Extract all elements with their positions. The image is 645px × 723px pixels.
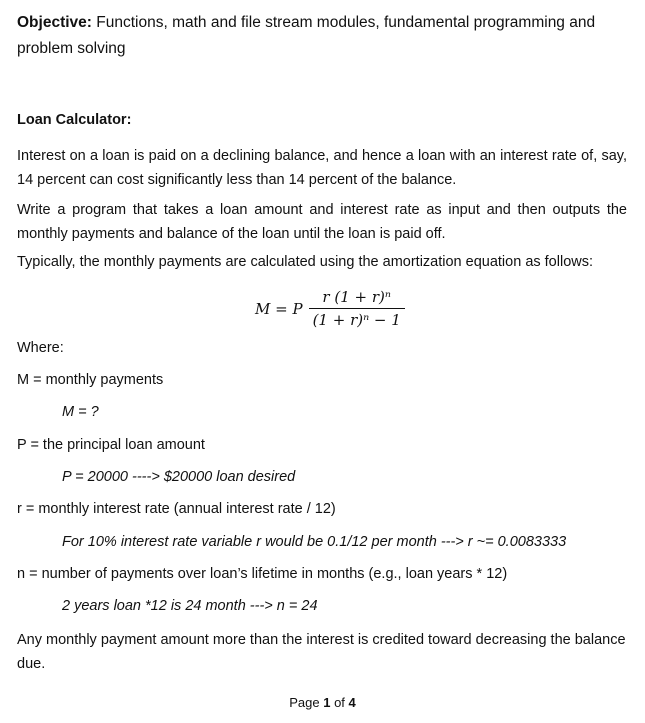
objective-paragraph (17, 10, 627, 62)
formula-lhs: M = P (255, 299, 303, 318)
formula-fraction (309, 288, 405, 329)
formula-numerator: r (1 + r)ⁿ (322, 288, 391, 306)
amortization-formula (255, 288, 405, 329)
page-footer (0, 695, 645, 710)
formula-denominator: (1 + r)ⁿ − 1 (309, 308, 405, 329)
where-label: Where: (17, 340, 64, 356)
p-definition: P = the principal loan amount (17, 437, 205, 453)
paragraph-program: Write a program that takes a loan amount and interest rate as input and then outputs the monthly payments and balance of the loan until the loan is paid off. (17, 202, 627, 242)
r-value: For 10% interest rate variable r would be 0.1/12 per month ---> r ~= 0.0083333 (62, 534, 567, 550)
footer-current-page: 1 (323, 695, 331, 710)
p-value: P = 20000 ----> $20000 loan desired (62, 469, 296, 485)
footer-prefix: Page (289, 695, 324, 710)
paragraph-closing: Any monthly payment amount more than the interest is credited toward decreasing the balance due. (17, 632, 626, 672)
paragraph-amortization: Typically, the monthly payments are calculated using the amortization equation as follows: (17, 254, 594, 270)
objective-label: Objective: (17, 14, 92, 31)
m-value: M = ? (62, 404, 99, 420)
footer-middle: of (330, 695, 349, 710)
paragraph-interest: Interest on a loan is paid on a declining balance, and hence a loan with an interest rate of, say, 14 percent can cost significantly less than 14 percent of the balance. (17, 148, 627, 188)
section-title: Loan Calculator: (17, 112, 132, 128)
n-value: 2 years loan *12 is 24 month ---> n = 24 (62, 598, 318, 614)
m-definition: M = monthly payments (17, 372, 164, 388)
objective-text: Functions, math and file stream modules, fundamental programming and problem solving (17, 14, 596, 57)
footer-total-pages: 4 (348, 695, 356, 710)
n-definition: n = number of payments over loan’s lifetime in months (e.g., loan years * 12) (17, 566, 508, 582)
r-definition: r = monthly interest rate (annual interest rate / 12) (17, 501, 336, 517)
